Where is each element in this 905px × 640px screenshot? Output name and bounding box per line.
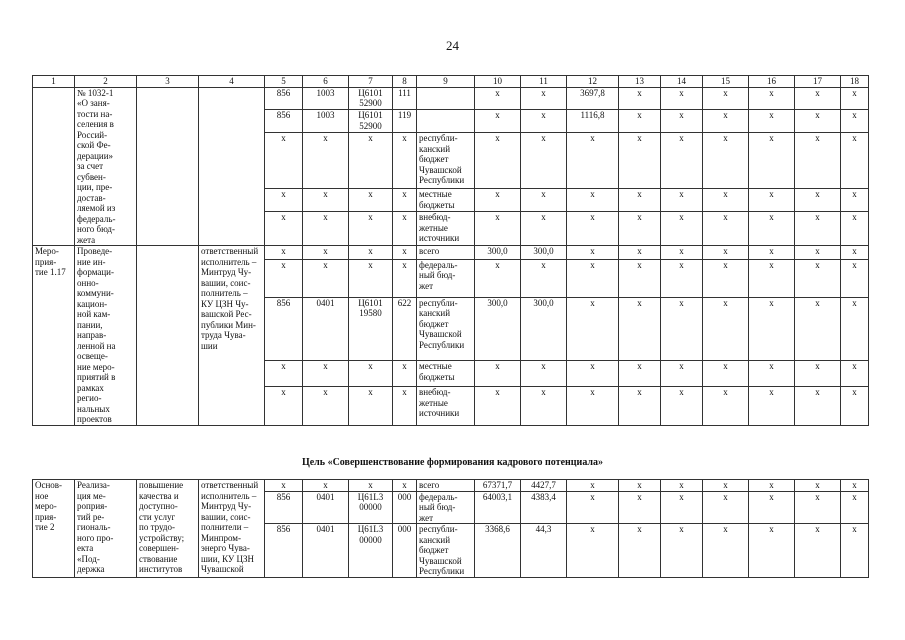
year-value-cell: x [749, 361, 795, 387]
kbk-target-cell: x [349, 189, 393, 212]
year-value-cell: x [749, 387, 795, 425]
column-number: 9 [417, 76, 475, 88]
year-value-cell: x [567, 491, 619, 524]
year-value-cell: x [841, 361, 869, 387]
funding-source-cell [417, 110, 475, 133]
year-value-cell: x [619, 361, 661, 387]
year-value-cell: x [619, 246, 661, 260]
column-number: 2 [75, 76, 137, 88]
year-value-cell: x [661, 259, 703, 297]
year-value-cell: x [795, 480, 841, 492]
year-value-cell: 3697,8 [567, 87, 619, 110]
year-value-cell: x [521, 133, 567, 189]
year-value-cell: x [661, 87, 703, 110]
year-value-cell: x [567, 212, 619, 246]
year-value-cell: x [703, 212, 749, 246]
column-number: 4 [199, 76, 265, 88]
column-number: 8 [393, 76, 417, 88]
year-value-cell: x [619, 212, 661, 246]
year-value-cell: x [619, 524, 661, 578]
year-value-cell: x [795, 297, 841, 360]
budget-table-top [32, 75, 869, 426]
kbk-target-cell: x [349, 246, 393, 260]
table-row [33, 246, 869, 260]
year-value-cell: x [795, 491, 841, 524]
column-number: 14 [661, 76, 703, 88]
year-value-cell: x [749, 87, 795, 110]
column-number: 17 [795, 76, 841, 88]
year-value-cell: x [567, 133, 619, 189]
kbk-section-cell: x [303, 246, 349, 260]
goal-link-cell [137, 246, 199, 426]
kbk-target-cell: x [349, 480, 393, 492]
year-value-cell: x [749, 189, 795, 212]
year-value-cell: x [521, 87, 567, 110]
kbk-type-cell: 111 [393, 87, 417, 110]
kbk-section-cell: 0401 [303, 297, 349, 360]
year-value-cell: x [841, 133, 869, 189]
year-value-cell: x [841, 87, 869, 110]
goal-link-cell: повышение качества и доступно- сти услуг по трудо- устройству; совершен- ствование институтов [137, 480, 199, 578]
funding-source-cell: республи- канский бюджет Чувашской Республики [417, 524, 475, 578]
table-row [33, 87, 869, 110]
goal-link-cell [137, 87, 199, 246]
kbk-grbs-cell: x [265, 212, 303, 246]
column-number: 12 [567, 76, 619, 88]
year-value-cell: x [749, 480, 795, 492]
kbk-type-cell: x [393, 480, 417, 492]
year-value-cell: x [567, 480, 619, 492]
year-value-cell: 67371,7 [475, 480, 521, 492]
year-value-cell: x [475, 87, 521, 110]
year-value-cell: x [841, 491, 869, 524]
kbk-type-cell: x [393, 246, 417, 260]
kbk-grbs-cell: x [265, 189, 303, 212]
year-value-cell: x [703, 246, 749, 260]
year-value-cell: x [795, 87, 841, 110]
year-value-cell: x [475, 189, 521, 212]
funding-source-cell: внебюд- жетные источники [417, 387, 475, 425]
year-value-cell: x [795, 524, 841, 578]
year-value-cell: x [795, 133, 841, 189]
column-number: 6 [303, 76, 349, 88]
kbk-grbs-cell: 856 [265, 491, 303, 524]
column-number: 16 [749, 76, 795, 88]
kbk-target-cell: Ц61L3 00000 [349, 491, 393, 524]
year-value-cell: x [619, 259, 661, 297]
kbk-target-cell: Ц6101 19580 [349, 297, 393, 360]
year-value-cell: x [661, 297, 703, 360]
kbk-type-cell: 119 [393, 110, 417, 133]
page-number: 24 [446, 38, 459, 53]
year-value-cell: x [661, 524, 703, 578]
year-value-cell: x [619, 491, 661, 524]
year-value-cell: x [795, 259, 841, 297]
year-value-cell: x [749, 491, 795, 524]
kbk-target-cell: x [349, 361, 393, 387]
year-value-cell: x [703, 297, 749, 360]
kbk-section-cell: x [303, 133, 349, 189]
year-value-cell: x [567, 297, 619, 360]
kbk-target-cell: x [349, 259, 393, 297]
funding-source-cell: республи- канский бюджет Чувашской Республики [417, 297, 475, 360]
year-value-cell: x [841, 387, 869, 425]
year-value-cell: x [521, 212, 567, 246]
year-value-cell: x [795, 387, 841, 425]
year-value-cell: x [841, 524, 869, 578]
year-value-cell: x [567, 524, 619, 578]
year-value-cell: x [619, 189, 661, 212]
kbk-target-cell: Ц6101 52900 [349, 110, 393, 133]
kbk-section-cell: x [303, 259, 349, 297]
funding-source-cell: федераль- ный бюд- жет [417, 491, 475, 524]
kbk-section-cell: x [303, 361, 349, 387]
year-value-cell: x [795, 212, 841, 246]
kbk-grbs-cell: x [265, 133, 303, 189]
kbk-section-cell: 0401 [303, 524, 349, 578]
year-value-cell: x [841, 297, 869, 360]
year-value-cell: x [749, 133, 795, 189]
year-value-cell: x [841, 480, 869, 492]
kbk-target-cell: Ц6101 52900 [349, 87, 393, 110]
year-value-cell: 4427,7 [521, 480, 567, 492]
year-value-cell: x [841, 189, 869, 212]
kbk-target-cell: x [349, 212, 393, 246]
year-value-cell: x [749, 297, 795, 360]
kbk-section-cell: x [303, 480, 349, 492]
status-cell: Меро- прия- тие 1.17 [33, 246, 75, 426]
table-row [33, 480, 869, 492]
year-value-cell: 300,0 [475, 246, 521, 260]
year-value-cell: x [841, 110, 869, 133]
funding-source-cell: федераль- ный бюд- жет [417, 259, 475, 297]
year-value-cell: x [661, 361, 703, 387]
year-value-cell: 4383,4 [521, 491, 567, 524]
year-value-cell: x [749, 110, 795, 133]
kbk-grbs-cell: x [265, 246, 303, 260]
year-value-cell: x [661, 480, 703, 492]
year-value-cell: x [841, 212, 869, 246]
kbk-type-cell: 000 [393, 524, 417, 578]
kbk-type-cell: x [393, 259, 417, 297]
kbk-type-cell: x [393, 189, 417, 212]
year-value-cell: x [749, 259, 795, 297]
column-number-row [33, 76, 869, 88]
year-value-cell: x [795, 361, 841, 387]
year-value-cell: x [841, 246, 869, 260]
kbk-type-cell: 000 [393, 491, 417, 524]
kbk-type-cell: x [393, 133, 417, 189]
measure-name-cell: Реализа- ция ме- роприя- тий ре- гиональ- ного про- екта «Под- держка [75, 480, 137, 578]
year-value-cell: x [703, 110, 749, 133]
year-value-cell: x [567, 387, 619, 425]
funding-source-cell: внебюд- жетные источники [417, 212, 475, 246]
year-value-cell: x [619, 87, 661, 110]
year-value-cell: x [619, 480, 661, 492]
status-cell: Основ- ное меро- прия- тие 2 [33, 480, 75, 578]
kbk-grbs-cell: 856 [265, 524, 303, 578]
kbk-section-cell: x [303, 189, 349, 212]
kbk-grbs-cell: x [265, 361, 303, 387]
year-value-cell: x [475, 387, 521, 425]
budget-table-bottom [32, 479, 869, 578]
kbk-grbs-cell: x [265, 259, 303, 297]
kbk-grbs-cell: 856 [265, 87, 303, 110]
kbk-type-cell: 622 [393, 297, 417, 360]
kbk-type-cell: x [393, 212, 417, 246]
kbk-section-cell: x [303, 212, 349, 246]
year-value-cell: x [703, 387, 749, 425]
column-number: 3 [137, 76, 199, 88]
column-number: 11 [521, 76, 567, 88]
kbk-grbs-cell: 856 [265, 297, 303, 360]
year-value-cell: x [749, 212, 795, 246]
column-number: 13 [619, 76, 661, 88]
year-value-cell: x [703, 491, 749, 524]
year-value-cell: x [661, 387, 703, 425]
kbk-section-cell: x [303, 387, 349, 425]
year-value-cell: x [749, 246, 795, 260]
year-value-cell: x [521, 361, 567, 387]
year-value-cell: 300,0 [521, 246, 567, 260]
year-value-cell: x [619, 133, 661, 189]
year-value-cell: x [619, 387, 661, 425]
year-value-cell: x [795, 110, 841, 133]
column-number: 18 [841, 76, 869, 88]
year-value-cell: x [661, 133, 703, 189]
kbk-section-cell: 0401 [303, 491, 349, 524]
column-number: 7 [349, 76, 393, 88]
status-cell [33, 87, 75, 246]
year-value-cell: x [703, 87, 749, 110]
year-value-cell: 64003,1 [475, 491, 521, 524]
kbk-grbs-cell: x [265, 387, 303, 425]
year-value-cell: x [619, 297, 661, 360]
year-value-cell: x [661, 491, 703, 524]
executor-cell: ответственный исполнитель – Минтруд Чу- вашии, соис- полнитель – КУ ЦЗН Чу- вашской Рес- публики Мин- труда Чува- шии [199, 246, 265, 426]
goal-title: Цель «Совершенствование формирования кадрового потенциала» [301, 457, 604, 468]
year-value-cell: x [661, 246, 703, 260]
kbk-section-cell: 1003 [303, 110, 349, 133]
year-value-cell: x [703, 133, 749, 189]
year-value-cell: x [661, 110, 703, 133]
year-value-cell: x [703, 189, 749, 212]
year-value-cell: 1116,8 [567, 110, 619, 133]
measure-name-cell: Проведе- ние ин- формаци- онно- коммуни- кацион- ной кам- пании, направ- ленной на освеще- ние меро- приятий в рамках регио- нальных проектов [75, 246, 137, 426]
year-value-cell: x [475, 212, 521, 246]
kbk-type-cell: x [393, 387, 417, 425]
column-number: 1 [33, 76, 75, 88]
year-value-cell: 300,0 [475, 297, 521, 360]
year-value-cell: x [703, 259, 749, 297]
year-value-cell: x [475, 110, 521, 133]
year-value-cell: x [567, 189, 619, 212]
year-value-cell: x [749, 524, 795, 578]
kbk-target-cell: x [349, 387, 393, 425]
column-number: 5 [265, 76, 303, 88]
kbk-target-cell: Ц61L3 00000 [349, 524, 393, 578]
funding-source-cell: всего [417, 480, 475, 492]
year-value-cell: x [475, 259, 521, 297]
executor-cell [199, 87, 265, 246]
funding-source-cell: республи- канский бюджет Чувашской Республики [417, 133, 475, 189]
year-value-cell: x [841, 259, 869, 297]
year-value-cell: x [703, 361, 749, 387]
year-value-cell: x [475, 361, 521, 387]
funding-source-cell: всего [417, 246, 475, 260]
year-value-cell: x [567, 361, 619, 387]
kbk-section-cell: 1003 [303, 87, 349, 110]
kbk-type-cell: x [393, 361, 417, 387]
year-value-cell: 3368,6 [475, 524, 521, 578]
year-value-cell: x [521, 259, 567, 297]
funding-source-cell: местные бюджеты [417, 361, 475, 387]
year-value-cell: x [567, 259, 619, 297]
year-value-cell: x [521, 110, 567, 133]
year-value-cell: x [795, 246, 841, 260]
measure-name-cell: № 1032-1 «О заня- тости на- селения в Россий- ской Фе- дерации» за счет субвен- ции, пре- достав- ляемой из федераль- ного бюд- жета [75, 87, 137, 246]
executor-cell: ответственный исполнитель – Минтруд Чу- вашии, соис- полнители – Минпром- энерго Чува- шии, КУ ЦЗН Чувашской [199, 480, 265, 578]
year-value-cell: x [475, 133, 521, 189]
funding-source-cell: местные бюджеты [417, 189, 475, 212]
kbk-grbs-cell: 856 [265, 110, 303, 133]
year-value-cell: x [521, 387, 567, 425]
kbk-target-cell: x [349, 133, 393, 189]
year-value-cell: x [567, 246, 619, 260]
year-value-cell: 44,3 [521, 524, 567, 578]
year-value-cell: x [521, 189, 567, 212]
year-value-cell: 300,0 [521, 297, 567, 360]
year-value-cell: x [703, 480, 749, 492]
year-value-cell: x [619, 110, 661, 133]
year-value-cell: x [661, 189, 703, 212]
year-value-cell: x [795, 189, 841, 212]
kbk-grbs-cell: x [265, 480, 303, 492]
column-number: 10 [475, 76, 521, 88]
year-value-cell: x [661, 212, 703, 246]
funding-source-cell [417, 87, 475, 110]
column-number: 15 [703, 76, 749, 88]
year-value-cell: x [703, 524, 749, 578]
